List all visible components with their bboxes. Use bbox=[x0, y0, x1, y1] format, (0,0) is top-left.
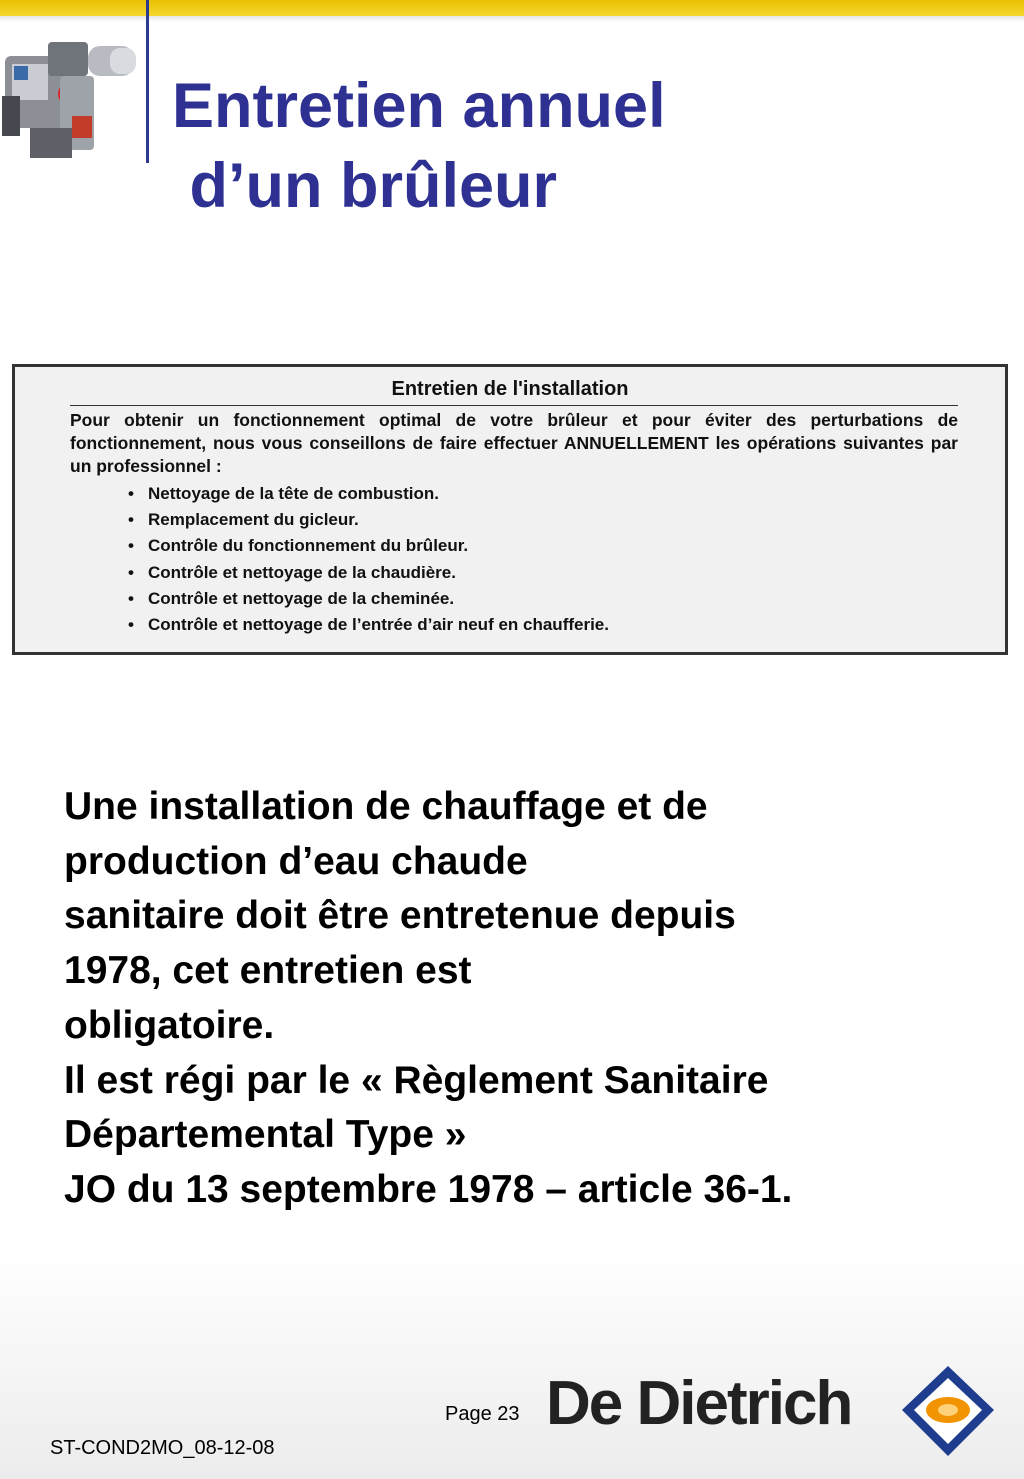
top-bar-shadow bbox=[0, 16, 1024, 22]
body-line: Départemental Type » bbox=[64, 1113, 467, 1157]
body-line: obligatoire. bbox=[64, 1003, 275, 1047]
list-item bbox=[128, 612, 609, 638]
body-line: Une installation de chauffage et de bbox=[64, 785, 708, 828]
list-item bbox=[128, 533, 609, 559]
brand-logo-text: De Dietrich bbox=[546, 1369, 852, 1438]
page-number: Page 23 bbox=[445, 1403, 520, 1425]
bullet: • bbox=[128, 562, 134, 582]
maintenance-panel bbox=[12, 364, 1008, 655]
list-item bbox=[128, 560, 609, 586]
panel-title-rule bbox=[70, 405, 958, 406]
panel-intro: Pour obtenir un fonctionnement optimal de votre brûleur et pour éviter des perturbations de fonctionnement, nous vous conseillons de faire effectuer ANNUELLEMENT les opérations suivantes par un professionnel : bbox=[70, 410, 958, 476]
body-line: Il est régi par le « Règlement Sanitaire bbox=[64, 1058, 769, 1102]
header-divider bbox=[146, 0, 149, 163]
body-line: production d’eau chaude bbox=[64, 839, 528, 883]
bullet: • bbox=[128, 615, 134, 635]
panel-title: Entretien de l'installation bbox=[391, 378, 629, 400]
list-item bbox=[128, 481, 609, 507]
title-line-2: d’un brûleur bbox=[172, 151, 557, 221]
list-item bbox=[128, 507, 609, 533]
list-item-text: Contrôle du fonctionnement du brûleur. bbox=[148, 536, 469, 556]
list-item-text: Remplacement du gicleur. bbox=[148, 510, 359, 530]
regulation-text bbox=[64, 780, 964, 1218]
bullet: • bbox=[128, 536, 134, 556]
bullet: • bbox=[128, 510, 134, 530]
document-code: ST-COND2MO_08-12-08 bbox=[50, 1437, 275, 1459]
top-accent-bar bbox=[0, 0, 1024, 16]
body-line: 1978, cet entretien est bbox=[64, 949, 472, 993]
brand-diamond-icon bbox=[898, 1362, 998, 1462]
page-title bbox=[172, 66, 666, 226]
list-item-text: Contrôle et nettoyage de l’entrée d’air neuf en chaufferie. bbox=[148, 615, 609, 635]
burner-image bbox=[0, 36, 142, 168]
list-item-text: Contrôle et nettoyage de la cheminée. bbox=[148, 588, 455, 608]
maintenance-list bbox=[128, 481, 609, 638]
bullet: • bbox=[128, 588, 134, 608]
list-item bbox=[128, 586, 609, 612]
list-item-text: Contrôle et nettoyage de la chaudière. bbox=[148, 562, 456, 582]
list-item-text: Nettoyage de la tête de combustion. bbox=[148, 484, 439, 503]
title-line-1: Entretien annuel bbox=[172, 71, 666, 141]
body-line: JO du 13 septembre 1978 – article 36-1. bbox=[64, 1167, 793, 1211]
body-line: sanitaire doit être entretenue depuis bbox=[64, 894, 736, 938]
bullet: • bbox=[128, 484, 134, 503]
